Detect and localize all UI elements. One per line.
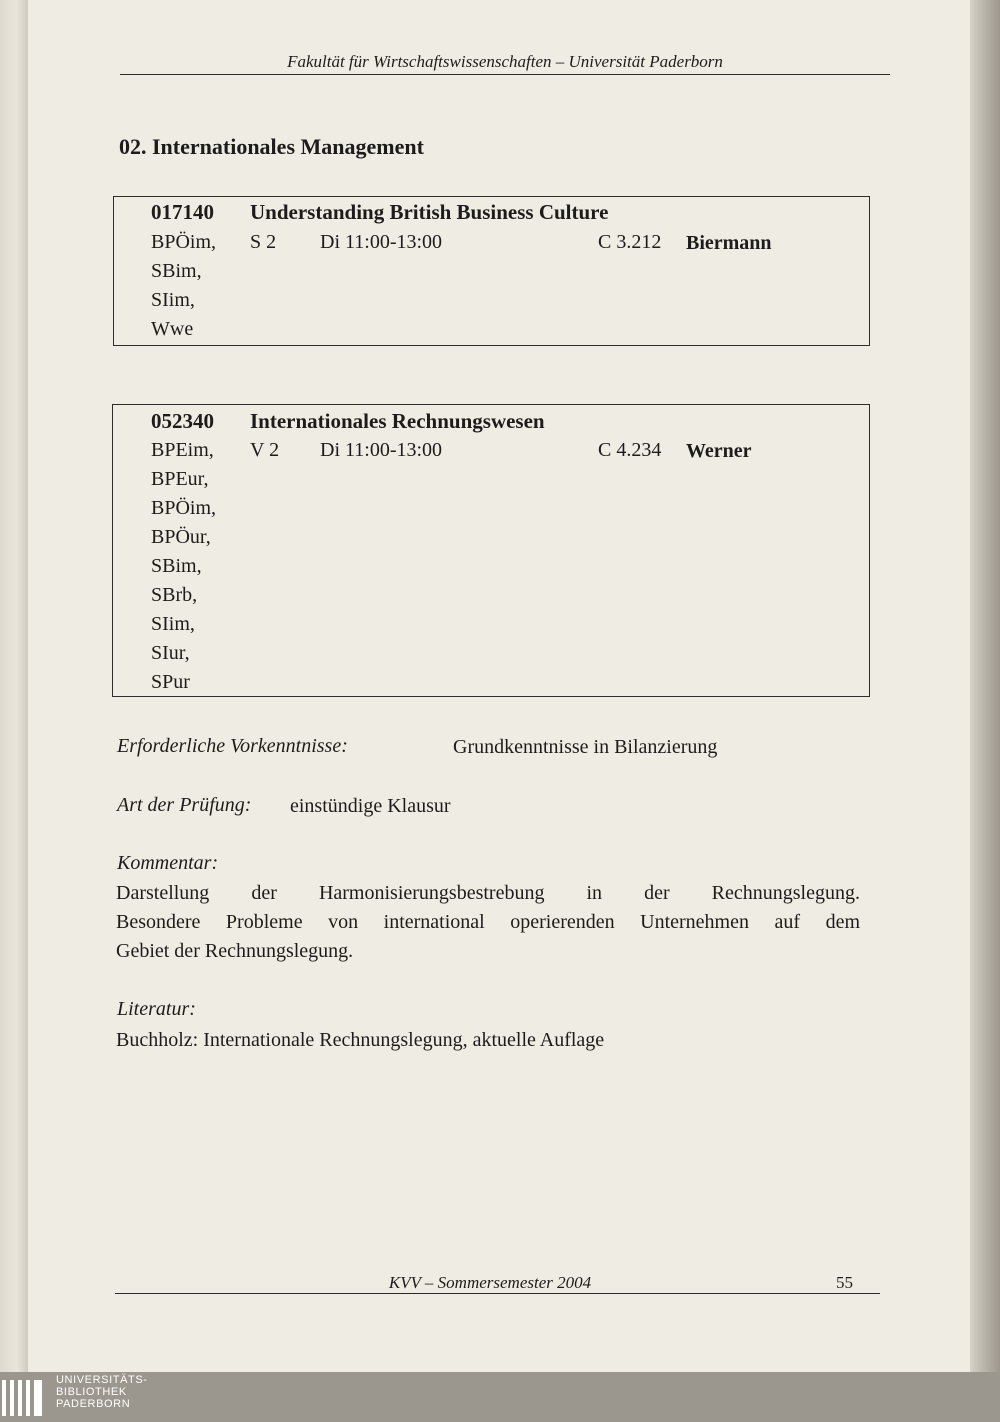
comment-label: Kommentar:	[117, 852, 219, 874]
book-gutter	[0, 0, 28, 1372]
course-lecturer: Werner	[686, 440, 752, 462]
prerequisites-value: Grundkenntnisse in Bilanzierung	[453, 736, 718, 758]
course-program: SBim,	[151, 555, 202, 577]
library-logo-icon	[0, 1376, 50, 1420]
course-program: SBrb,	[151, 584, 198, 606]
course-program: BPEim,	[151, 439, 214, 461]
course-program: SBim,	[151, 260, 202, 282]
course-title: Understanding British Business Culture	[250, 200, 609, 224]
course-program: SIur,	[151, 642, 190, 664]
course-title: Internationales Rechnungswesen	[250, 409, 545, 433]
course-program: BPÖur,	[151, 526, 211, 548]
course-room: C 3.212	[598, 231, 662, 253]
running-footer: KVV – Sommersemester 2004	[388, 1273, 592, 1292]
footer-rule	[115, 1293, 880, 1294]
course-program: SIim,	[151, 613, 195, 635]
course-program: Wwe	[151, 318, 194, 340]
course-program: SIim,	[151, 289, 195, 311]
literature-value: Buchholz: Internationale Rechnungslegung, aktuelle Auflage	[116, 1029, 605, 1051]
course-room: C 4.234	[598, 439, 662, 461]
running-header: Fakultät für Wirtschaftswissenschaften – Universität Paderborn	[287, 52, 723, 71]
course-lecturer: Biermann	[686, 232, 772, 254]
literature-label: Literatur:	[117, 998, 196, 1020]
course-program: BPEur,	[151, 468, 209, 490]
prerequisites-label: Erforderliche Vorkenntnisse:	[117, 735, 348, 757]
course-number: 017140	[151, 200, 214, 224]
course-program: BPÖim,	[151, 231, 217, 253]
library-banner	[0, 1372, 1000, 1422]
exam-value: einstündige Klausur	[290, 795, 451, 817]
course-time: Di 11:00-13:00	[320, 231, 443, 253]
exam-label: Art der Prüfung:	[117, 794, 252, 816]
course-type: V 2	[250, 439, 280, 461]
library-name-line: UNIVERSITÄTS-	[56, 1374, 148, 1386]
course-type: S 2	[250, 231, 277, 253]
course-box	[112, 404, 870, 697]
course-program: SPur	[151, 671, 190, 693]
course-time: Di 11:00-13:00	[320, 439, 443, 461]
course-program: BPÖim,	[151, 497, 217, 519]
comment-line: Gebiet der Rechnungslegung.	[116, 940, 354, 962]
header-rule	[120, 74, 890, 75]
library-name-line: PADERBORN	[56, 1398, 131, 1410]
course-number: 052340	[151, 409, 214, 433]
library-name-line: BIBLIOTHEK	[56, 1386, 127, 1398]
page-edge	[970, 0, 1000, 1372]
comment-line: Darstellung der Harmonisierungsbestrebung in der Rechnungslegung.	[116, 882, 860, 904]
comment-line: Besondere Probleme von international operierenden Unternehmen auf dem	[116, 911, 860, 933]
section-title: 02. Internationales Management	[119, 134, 424, 159]
page-number: 55	[836, 1273, 853, 1292]
